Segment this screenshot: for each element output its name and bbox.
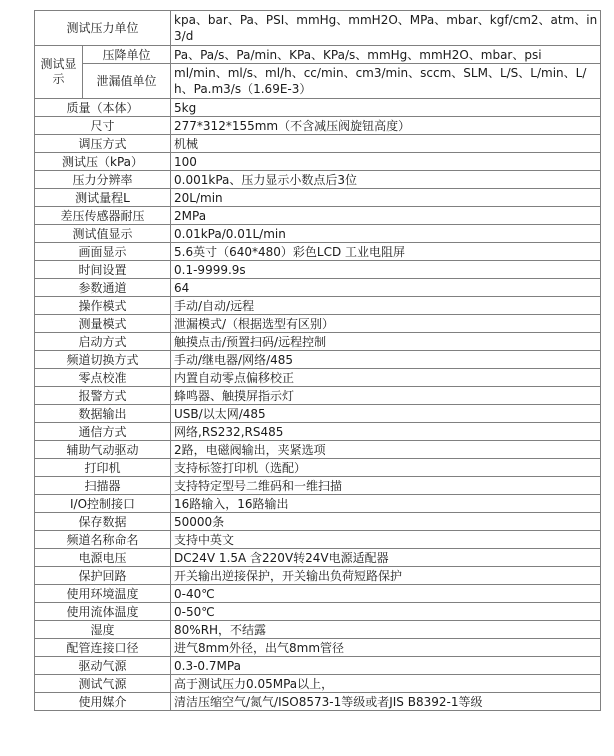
spec-value: 清洁压缩空气/氮气/ISO8573-1等级或者JIS B8392-1等级 — [171, 693, 601, 711]
spec-label: 数据输出 — [35, 405, 171, 423]
spec-row-pressure-drop-unit — [35, 46, 601, 64]
spec-value: USB/以太网/485 — [171, 405, 601, 423]
spec-value: 2路，电磁阀输出，夹紧选项 — [171, 441, 601, 459]
spec-label: 压降单位 — [83, 46, 171, 64]
spec-value: 高于测试压力0.05MPa以上， — [171, 675, 601, 693]
spec-value: 64 — [171, 279, 601, 297]
spec-value: 5.6英寸（640*480）彩色LCD 工业电阻屏 — [171, 243, 601, 261]
spec-row — [35, 117, 601, 135]
spec-label: 测量模式 — [35, 315, 171, 333]
spec-row — [35, 621, 601, 639]
spec-row — [35, 315, 601, 333]
spec-value: 手动/自动/远程 — [171, 297, 601, 315]
spec-row — [35, 333, 601, 351]
spec-value: 277*312*155mm（不含减压阀旋钮高度） — [171, 117, 601, 135]
spec-label: 通信方式 — [35, 423, 171, 441]
spec-value: 0.3-0.7MPa — [171, 657, 601, 675]
spec-label: 频道切换方式 — [35, 351, 171, 369]
spec-row — [35, 549, 601, 567]
spec-value: 支持标签打印机（选配） — [171, 459, 601, 477]
spec-label: 扫描器 — [35, 477, 171, 495]
spec-row — [35, 585, 601, 603]
spec-value: 进气8mm外径，出气8mm管径 — [171, 639, 601, 657]
spec-row — [35, 423, 601, 441]
spec-row — [35, 297, 601, 315]
spec-value: 0.1-9999.9s — [171, 261, 601, 279]
spec-label: 操作模式 — [35, 297, 171, 315]
spec-row — [35, 99, 601, 117]
spec-row — [35, 153, 601, 171]
spec-value: 支持特定型号二维码和一维扫描 — [171, 477, 601, 495]
spec-value: 支持中英文 — [171, 531, 601, 549]
spec-row — [35, 675, 601, 693]
spec-table — [34, 10, 601, 711]
spec-row — [35, 135, 601, 153]
spec-label: 测试压力单位 — [35, 11, 171, 46]
spec-value: 开关输出逆接保护，开关输出负荷短路保护 — [171, 567, 601, 585]
spec-label: 零点校准 — [35, 369, 171, 387]
spec-row — [35, 351, 601, 369]
spec-value: 内置自动零点偏移校正 — [171, 369, 601, 387]
spec-label: 差压传感器耐压 — [35, 207, 171, 225]
spec-value: 0.01kPa/0.01L/min — [171, 225, 601, 243]
spec-label: 辅助气动驱动 — [35, 441, 171, 459]
spec-value: 2MPa — [171, 207, 601, 225]
spec-label: 画面显示 — [35, 243, 171, 261]
spec-row — [35, 207, 601, 225]
spec-row — [35, 405, 601, 423]
spec-value: 5kg — [171, 99, 601, 117]
spec-row — [35, 639, 601, 657]
spec-value: 0-40℃ — [171, 585, 601, 603]
spec-label: 调压方式 — [35, 135, 171, 153]
spec-row — [35, 693, 601, 711]
spec-row — [35, 495, 601, 513]
spec-label: 电源电压 — [35, 549, 171, 567]
spec-row — [35, 531, 601, 549]
spec-value: 16路输入，16路输出 — [171, 495, 601, 513]
spec-value: 0-50℃ — [171, 603, 601, 621]
spec-value: 100 — [171, 153, 601, 171]
spec-row — [35, 279, 601, 297]
spec-label: 报警方式 — [35, 387, 171, 405]
spec-value: 泄漏模式/（根据选型有区别） — [171, 315, 601, 333]
spec-label: 泄漏值单位 — [83, 64, 171, 99]
spec-value: 50000条 — [171, 513, 601, 531]
spec-label: 测试值显示 — [35, 225, 171, 243]
spec-label: 质量（本体） — [35, 99, 171, 117]
spec-row — [35, 387, 601, 405]
spec-label: 时间设置 — [35, 261, 171, 279]
spec-label: 压力分辨率 — [35, 171, 171, 189]
spec-value: 网络,RS232,RS485 — [171, 423, 601, 441]
spec-row — [35, 189, 601, 207]
spec-sheet — [34, 10, 601, 711]
spec-label: 测试压（kPa） — [35, 153, 171, 171]
spec-value: 20L/min — [171, 189, 601, 207]
spec-value: ml/min、ml/s、ml/h、cc/min、cm3/min、sccm、SLM、L/S、L/min、L/h、Pa.m3/s（1.69E-3） — [171, 64, 601, 99]
spec-value: 触摸点击/预置扫码/远程控制 — [171, 333, 601, 351]
spec-row — [35, 477, 601, 495]
spec-label: 打印机 — [35, 459, 171, 477]
spec-row — [35, 567, 601, 585]
spec-row — [35, 459, 601, 477]
spec-label: I/O控制接口 — [35, 495, 171, 513]
spec-label: 启动方式 — [35, 333, 171, 351]
spec-label: 使用流体温度 — [35, 603, 171, 621]
spec-label: 驱动气源 — [35, 657, 171, 675]
spec-row — [35, 225, 601, 243]
spec-row — [35, 261, 601, 279]
spec-value: DC24V 1.5A 含220V转24V电源适配器 — [171, 549, 601, 567]
spec-label: 尺寸 — [35, 117, 171, 135]
spec-row — [35, 657, 601, 675]
spec-label: 使用环境温度 — [35, 585, 171, 603]
spec-label: 测试量程L — [35, 189, 171, 207]
spec-value: Pa、Pa/s、Pa/min、KPa、KPa/s、mmHg、mmH2O、mbar、psi — [171, 46, 601, 64]
spec-value: 0.001kPa、压力显示小数点后3位 — [171, 171, 601, 189]
spec-label: 频道名称命名 — [35, 531, 171, 549]
spec-value: 手动/继电器/网络/485 — [171, 351, 601, 369]
spec-label: 保存数据 — [35, 513, 171, 531]
spec-label: 保护回路 — [35, 567, 171, 585]
spec-label: 配管连接口径 — [35, 639, 171, 657]
spec-row — [35, 243, 601, 261]
spec-row — [35, 171, 601, 189]
spec-value: kpa、bar、Pa、PSI、mmHg、mmH2O、MPa、mbar、kgf/cm2、atm、in3/d — [171, 11, 601, 46]
spec-row-pressure-unit — [35, 11, 601, 46]
spec-row — [35, 441, 601, 459]
spec-label: 测试气源 — [35, 675, 171, 693]
spec-value: 机械 — [171, 135, 601, 153]
spec-group-label: 测试显示 — [35, 46, 83, 99]
spec-label: 参数通道 — [35, 279, 171, 297]
spec-label: 使用媒介 — [35, 693, 171, 711]
spec-row-leak-unit — [35, 64, 601, 99]
spec-row — [35, 369, 601, 387]
spec-value: 蜂鸣器、触摸屏指示灯 — [171, 387, 601, 405]
spec-row — [35, 603, 601, 621]
spec-row — [35, 513, 601, 531]
spec-label: 湿度 — [35, 621, 171, 639]
spec-value: 80%RH，不结露 — [171, 621, 601, 639]
